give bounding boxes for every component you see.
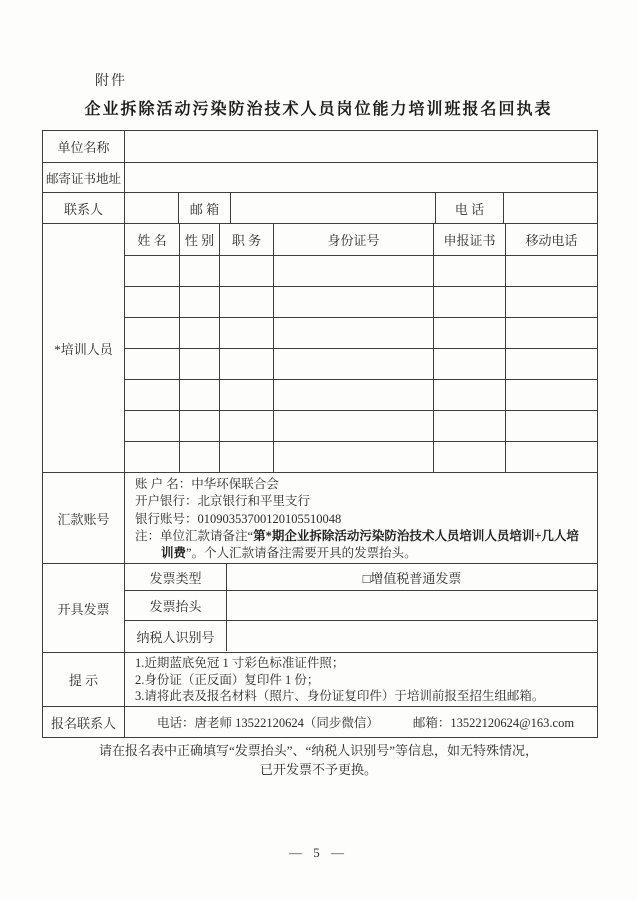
phone-label: 电 话 [436, 193, 504, 223]
trainee-column-header: 姓 名 [125, 224, 180, 255]
registration-form-table [42, 130, 598, 738]
invoice-type-row [125, 564, 597, 591]
trainee-row [125, 380, 597, 411]
tip-item: 1.近期蓝底免冠 1 寸彩色标准证件照； [135, 656, 345, 670]
remit-note [135, 528, 591, 563]
trainee-cell [506, 256, 597, 286]
registration-contact-value [125, 707, 597, 737]
footer-note-line1: 请在报名表中正确填写“发票抬头”、“纳税人识别号”等信息，如无特殊情况， [98, 743, 539, 758]
tips-label: 提 示 [43, 653, 125, 706]
trainee-cell [125, 318, 180, 348]
contact-row [43, 193, 597, 224]
trainee-cell [434, 349, 506, 379]
email-label: 邮 箱 [179, 193, 231, 223]
tips-list [125, 653, 597, 706]
trainee-header-row [125, 224, 597, 256]
tips-row [43, 653, 597, 707]
unit-name-field [125, 131, 597, 162]
taxpayer-id-row [125, 621, 597, 651]
trainee-cell [274, 411, 434, 441]
invoice-title-row [125, 591, 597, 621]
trainee-cell [434, 380, 506, 410]
trainee-cell [220, 349, 274, 379]
trainees-section [43, 224, 597, 473]
trainee-cell [434, 442, 506, 472]
trainee-cell [125, 380, 180, 410]
taxpayer-id-label: 纳税人识别号 [125, 621, 227, 651]
invoice-title-label: 发票抬头 [125, 591, 227, 620]
invoice-type-value: □增值税普通发票 [362, 570, 462, 586]
trainee-column-header: 移动电话 [525, 233, 578, 248]
trainee-row [125, 287, 597, 318]
email-field [231, 193, 436, 223]
trainee-cell [506, 380, 597, 410]
invoice-type-label: 发票类型 [125, 564, 227, 590]
registration-contact-email: 邮箱：13522120624@163.com [412, 716, 575, 730]
trainee-cell [180, 256, 220, 286]
trainee-cell [125, 349, 180, 379]
trainee-cell [434, 256, 506, 286]
trainee-cell [434, 411, 506, 441]
tip-item: 2.身份证（正反面）复印件 1 份； [135, 672, 320, 687]
footer-note [0, 741, 637, 779]
trainee-row [125, 411, 597, 442]
trainee-cell [220, 442, 274, 472]
contact-name-field [125, 193, 179, 223]
unit-name-row [43, 131, 597, 163]
trainee-cell [125, 287, 180, 317]
trainee-cell [125, 411, 180, 441]
registration-contact-label: 报名联系人 [43, 707, 125, 737]
trainee-cell [506, 318, 597, 348]
trainee-column-header: 性 别 [180, 224, 220, 255]
trainees-label: *培训人员 [43, 224, 125, 472]
trainee-cell [434, 318, 506, 348]
mail-address-label: 邮寄证书地址 [43, 163, 125, 192]
phone-field [504, 193, 597, 223]
remittance-row [43, 473, 597, 564]
invoice-rows [125, 564, 597, 652]
remittance-details [125, 473, 597, 563]
invoice-section [43, 564, 597, 653]
trainee-cell [180, 442, 220, 472]
remit-note-prefix: 注：单位汇款请备注“ [135, 528, 254, 543]
trainee-cell [220, 380, 274, 410]
registration-contact-row [43, 707, 597, 737]
trainee-cell [506, 442, 597, 472]
trainee-row [125, 442, 597, 472]
trainees-table [125, 224, 597, 472]
trainee-cell [180, 318, 220, 348]
trainee-cell [506, 287, 597, 317]
trainee-cell [220, 287, 274, 317]
remit-bank: 开户银行：北京银行和平里支行 [135, 494, 311, 509]
trainee-cell [274, 380, 434, 410]
trainee-cell [274, 256, 434, 286]
trainee-row [125, 256, 597, 287]
trainee-cell [180, 349, 220, 379]
trainee-cell [274, 287, 434, 317]
trainee-cell [274, 349, 434, 379]
remittance-label: 汇款账号 [43, 473, 125, 563]
trainee-cell [125, 442, 180, 472]
trainee-cell [220, 318, 274, 348]
registration-contact-phone: 电话：唐老师 13522120624（同步微信） [157, 716, 379, 730]
trainee-cell [180, 287, 220, 317]
mail-address-field [125, 163, 597, 192]
footer-note-line2: 已开发票不予更换。 [259, 762, 377, 777]
trainee-cell [434, 287, 506, 317]
trainee-cell [220, 411, 274, 441]
trainee-cell [180, 411, 220, 441]
trainee-cell [125, 256, 180, 286]
trainee-cell [180, 380, 220, 410]
remit-account-name: 账 户 名：中华环保联合会 [135, 477, 279, 491]
tip-item: 3.请将此表及报名材料（照片、身份证复印件）于培训前报至招生组邮箱。 [135, 689, 545, 704]
trainee-cell [274, 318, 434, 348]
page-number: — 5 — [289, 845, 348, 860]
trainee-column-header: 职 务 [220, 224, 274, 255]
unit-name-label: 单位名称 [43, 131, 125, 162]
trainee-cell [274, 442, 434, 472]
taxpayer-id-field [227, 621, 597, 651]
attachment-label: 附件 [95, 74, 127, 89]
mail-address-row [43, 163, 597, 193]
page-title: 企业拆除活动污染防治技术人员岗位能力培训班报名回执表 [84, 101, 553, 118]
trainee-column-header: 身份证号 [274, 224, 434, 255]
invoice-title-field [227, 591, 597, 620]
contact-label: 联系人 [43, 193, 125, 223]
invoice-label: 开具发票 [43, 564, 125, 652]
trainee-cell [506, 349, 597, 379]
trainee-column-header: 申报证书 [434, 224, 506, 255]
trainee-row [125, 349, 597, 380]
remit-note-bold: 第*期企业拆除活动污染防治技术人员培训人员培训+几人培训费 [161, 528, 579, 561]
trainee-cell [220, 256, 274, 286]
trainee-cell [506, 411, 597, 441]
remit-note-suffix: ”。个人汇款请备注需要开具的发票抬头。 [186, 546, 417, 561]
trainee-row [125, 318, 597, 349]
remit-account-number: 银行账号：01090353700120105510048 [135, 511, 342, 526]
